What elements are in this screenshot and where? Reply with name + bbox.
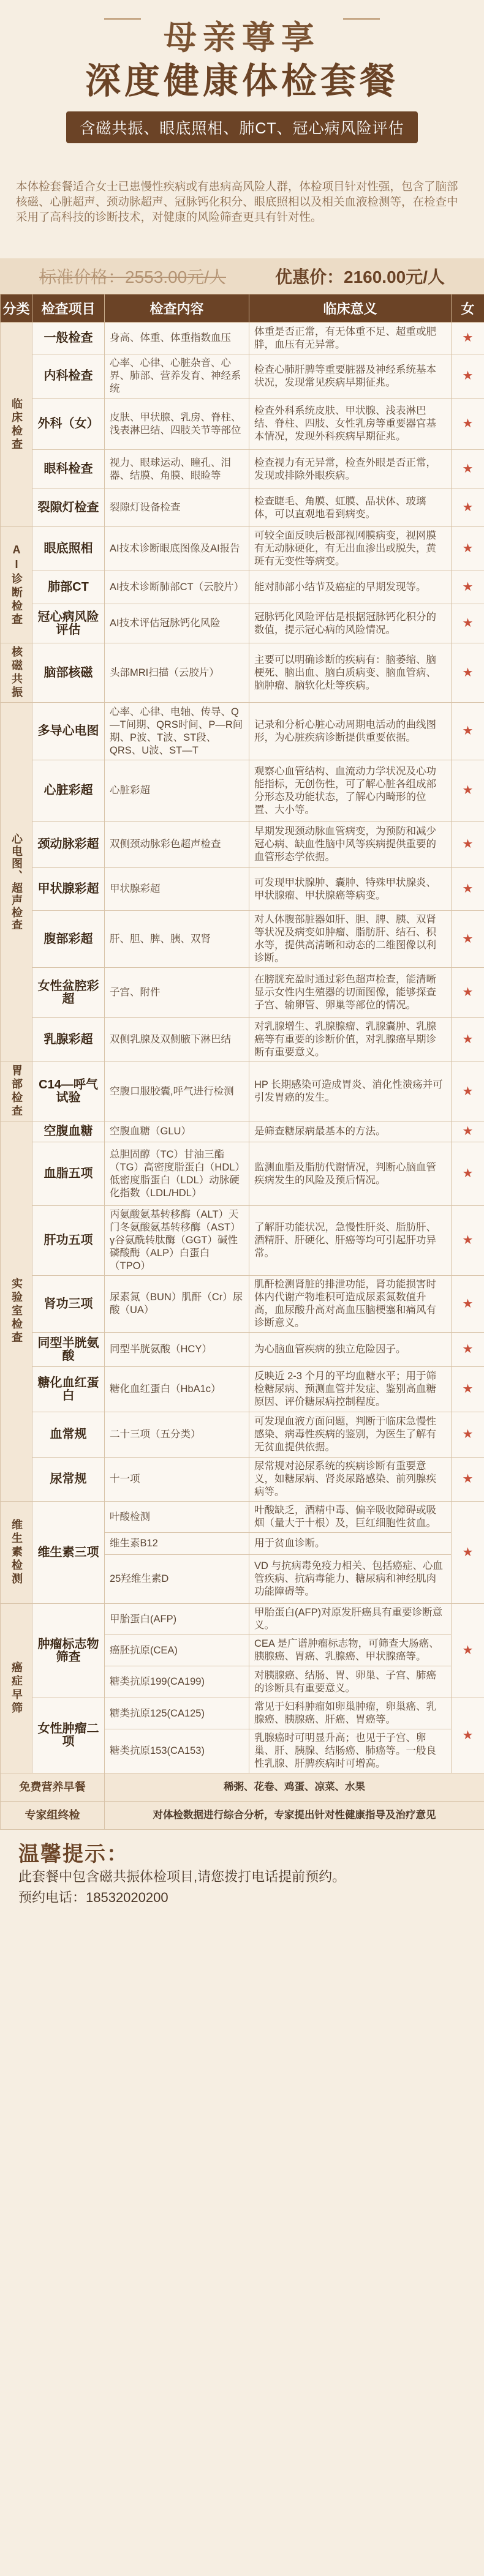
table-row bbox=[1, 354, 484, 399]
item-name: 肝功五项 bbox=[32, 1206, 105, 1276]
star-icon: ★ bbox=[452, 450, 484, 489]
item-name: 眼底照相 bbox=[32, 527, 105, 571]
star-icon: ★ bbox=[452, 489, 484, 527]
table-row bbox=[1, 1142, 484, 1206]
star-icon: ★ bbox=[452, 1333, 484, 1367]
star-icon: ★ bbox=[452, 1206, 484, 1276]
clinical-meaning: 是筛查糖尿病最基本的方法。 bbox=[249, 1121, 452, 1142]
item-content: 皮肤、甲状腺、乳房、脊柱、浅表淋巴结、四肢关节等部位 bbox=[105, 399, 249, 450]
star-icon: ★ bbox=[452, 323, 484, 354]
table-row bbox=[1, 868, 484, 911]
item-name: 女性盆腔彩超 bbox=[32, 968, 105, 1018]
item-content: 空腹血糖（GLU） bbox=[105, 1121, 249, 1142]
title-secondary: 深度健康体检套餐 bbox=[85, 61, 399, 101]
star-icon: ★ bbox=[452, 1604, 484, 1698]
table-row bbox=[1, 1333, 484, 1367]
category-cell: 癌症早筛 bbox=[1, 1604, 32, 1773]
item-name: C14—呼气试验 bbox=[32, 1062, 105, 1121]
clinical-meaning: 甲胎蛋白(AFP)对原发肝癌具有重要诊断意义。 bbox=[249, 1604, 452, 1635]
clinical-meaning: 叶酸缺乏，酒精中毒、偏辛吸收障碍或吸烟（量大于十根）及，巨红细胞性贫血。 bbox=[249, 1502, 452, 1533]
item-name: 血脂五项 bbox=[32, 1142, 105, 1206]
footer-phone: 预约电话：18532020200 bbox=[18, 1890, 168, 1905]
star-icon: ★ bbox=[452, 760, 484, 822]
clinical-meaning: 记录和分析心脏心动周期电活动的曲线图形，为心脏疾病诊断提供重要依据。 bbox=[249, 703, 452, 760]
table-row bbox=[1, 571, 484, 604]
star-icon: ★ bbox=[452, 527, 484, 571]
exam-table bbox=[0, 294, 484, 1830]
star-icon: ★ bbox=[452, 571, 484, 604]
clinical-meaning: 常见于妇科肿瘤如卵巢肿瘤，卵巢癌、乳腺癌、胰腺癌、肝癌、胃癌等。 bbox=[249, 1698, 452, 1729]
original-price: 标准价格：2553.00元/人 bbox=[39, 268, 226, 286]
table-row bbox=[1, 604, 484, 643]
item-content: AI技术评估冠脉钙化风险 bbox=[105, 604, 249, 643]
star-icon: ★ bbox=[452, 1458, 484, 1502]
expert-label: 专家组终检 bbox=[1, 1802, 105, 1830]
table-row bbox=[1, 703, 484, 760]
table-row bbox=[1, 968, 484, 1018]
category-cell: AI诊断检查 bbox=[1, 527, 32, 643]
nutrition-content: 稀粥、花卷、鸡蛋、凉菜、水果 bbox=[105, 1773, 484, 1802]
star-icon: ★ bbox=[452, 1121, 484, 1142]
decor-line-left bbox=[104, 18, 141, 20]
clinical-meaning: 早期发现颈动脉血管病变，为预防和减少冠心病、缺血性脑中风等疾病提供重要的血管形态学依据。 bbox=[249, 822, 452, 868]
table-row bbox=[1, 527, 484, 571]
table-row bbox=[1, 1206, 484, 1276]
item-content: 叶酸检测 bbox=[105, 1502, 249, 1533]
header-female: 女 bbox=[452, 294, 484, 323]
item-name: 尿常规 bbox=[32, 1458, 105, 1502]
item-name: 甲状腺彩超 bbox=[32, 868, 105, 911]
item-name: 脑部核磁 bbox=[32, 643, 105, 703]
table-row bbox=[1, 1458, 484, 1502]
star-icon: ★ bbox=[452, 822, 484, 868]
item-name: 冠心病风险评估 bbox=[32, 604, 105, 643]
item-name: 心脏彩超 bbox=[32, 760, 105, 822]
table-row bbox=[1, 760, 484, 822]
item-content: 维生素B12 bbox=[105, 1533, 249, 1555]
clinical-meaning: 可较全面反映后极部视网膜病变，视网膜有无动脉硬化，有无出血渗出或脱失，黄斑有无变性等病变。 bbox=[249, 527, 452, 571]
star-icon: ★ bbox=[452, 399, 484, 450]
header-content: 检查内容 bbox=[105, 294, 249, 323]
item-content: 甲胎蛋白(AFP) bbox=[105, 1604, 249, 1635]
star-icon: ★ bbox=[452, 911, 484, 968]
clinical-meaning: 检查心肺肝脾等重要脏器及神经系统基本状况，发现常见疾病早期征兆。 bbox=[249, 354, 452, 399]
item-content: 二十三项（五分类） bbox=[105, 1412, 249, 1458]
intro-text: 本体检套餐适合女士已患慢性疾病或有患病高风险人群，体检项目针对性强，包含了脑部核磁、心脏超声、颈动脉超声、冠脉钙化积分、眼底照相以及相关血液检测等，在检查中采用了高科技的诊断技术，对健康的风险筛查更具有针对性。 bbox=[16, 180, 458, 223]
table-row bbox=[1, 1018, 484, 1062]
table-row bbox=[1, 1367, 484, 1412]
star-icon: ★ bbox=[452, 1276, 484, 1333]
clinical-meaning: 主要可以明确诊断的疾病有：脑萎缩、脑梗死、脑出血、脑白质病变、脑血管病、脑肿瘤、脑软化灶等疾病。 bbox=[249, 643, 452, 703]
footer-notice: 此套餐中包含磁共振体检项目,请您拨打电话提前预约。 bbox=[18, 1869, 346, 1884]
header-category: 分类 bbox=[1, 294, 32, 323]
item-name: 外科（女） bbox=[32, 399, 105, 450]
nutrition-label: 免费营养早餐 bbox=[1, 1773, 105, 1802]
item-name: 乳腺彩超 bbox=[32, 1018, 105, 1062]
clinical-meaning: 检查视力有无异常，检查外眼是否正常，发现或排除外眼疾病。 bbox=[249, 450, 452, 489]
item-name: 肺部CT bbox=[32, 571, 105, 604]
item-name: 眼科检查 bbox=[32, 450, 105, 489]
table-row bbox=[1, 450, 484, 489]
item-name: 一般检查 bbox=[32, 323, 105, 354]
star-icon: ★ bbox=[452, 1412, 484, 1458]
footer bbox=[0, 1830, 484, 1908]
item-name: 维生素三项 bbox=[32, 1502, 105, 1604]
clinical-meaning: CEA 是广谱肿瘤标志物，可筛查大肠癌、胰腺癌、胃癌、乳腺癌、甲状腺癌等。 bbox=[249, 1635, 452, 1666]
header bbox=[0, 0, 484, 179]
clinical-meaning: 对人体腹部脏器如肝、胆、脾、胰、双肾等状况及病变如肿瘤、脂肪肝、结石、积水等，提供高清晰和动态的二维图像以利诊断。 bbox=[249, 911, 452, 968]
clinical-meaning: 乳腺癌时可明显升高；也见于子宫、卵巢、肝、胰腺、结肠癌、肺癌等。一般良性乳腺、肝脾疾病时可增高。 bbox=[249, 1729, 452, 1773]
expert-content: 对体检数据进行综合分析，专家提出针对性健康指导及治疗意见 bbox=[105, 1802, 484, 1830]
header-meaning: 临床意义 bbox=[249, 294, 452, 323]
item-name: 颈动脉彩超 bbox=[32, 822, 105, 868]
star-icon: ★ bbox=[452, 703, 484, 760]
clinical-meaning: 检查外科系统皮肤、甲状腺、浅表淋巴结、脊柱、四肢、女性乳房等重要器官基本情况，发现外科疾病早期征兆。 bbox=[249, 399, 452, 450]
item-name: 血常规 bbox=[32, 1412, 105, 1458]
expert-row bbox=[1, 1802, 484, 1830]
clinical-meaning: 可发现血液方面问题，判断于临床急慢性感染、病毒性疾病的鉴别，为医生了解有无贫血提供依据。 bbox=[249, 1412, 452, 1458]
category-cell: 心电图、超声检查 bbox=[1, 703, 32, 1062]
category-cell: 维生素检测 bbox=[1, 1502, 32, 1604]
item-content: 糖类抗原199(CA199) bbox=[105, 1666, 249, 1698]
item-content: 心率、心律、心脏杂音、心界、肺部、营养发育、神经系统 bbox=[105, 354, 249, 399]
clinical-meaning: 用于贫血诊断。 bbox=[249, 1533, 452, 1555]
item-name: 肿瘤标志物筛查 bbox=[32, 1604, 105, 1698]
star-icon: ★ bbox=[452, 1062, 484, 1121]
item-name: 腹部彩超 bbox=[32, 911, 105, 968]
clinical-meaning: 在膀胱充盈时通过彩色超声检查，能清晰显示女性内生殖器的切面图像，能够探查子宫、输卵管、卵巢等部位的情况。 bbox=[249, 968, 452, 1018]
clinical-meaning: 反映近 2-3 个月的平均血糖水平；用于筛检糖尿病、预测血管并发症、鉴别高血糖原因、评价糖尿病控制程度。 bbox=[249, 1367, 452, 1412]
item-content: 身高、体重、体重指数血压 bbox=[105, 323, 249, 354]
item-content: 视力、眼球运动、瞳孔、泪器、结膜、角膜、眼睑等 bbox=[105, 450, 249, 489]
table-row bbox=[1, 643, 484, 703]
clinical-meaning: 冠脉钙化风险评估是根据冠脉钙化积分的数值，提示冠心病的风险情况。 bbox=[249, 604, 452, 643]
footer-title: 温馨提示： bbox=[18, 1843, 129, 1866]
title-primary: 母亲尊享 bbox=[164, 20, 320, 56]
item-content: 癌胚抗原(CEA) bbox=[105, 1635, 249, 1666]
star-icon: ★ bbox=[452, 868, 484, 911]
table-body bbox=[1, 323, 484, 1830]
clinical-meaning: 尿常规对泌尿系统的疾病诊断有重要意义，如糖尿病、肾炎尿路感染、前列腺疾病等。 bbox=[249, 1458, 452, 1502]
item-content: 心脏彩超 bbox=[105, 760, 249, 822]
clinical-meaning: 对胰腺癌、结肠、胃、卵巢、子宫、肺癌的诊断具有重要意义。 bbox=[249, 1666, 452, 1698]
table-row bbox=[1, 1062, 484, 1121]
item-name: 内科检查 bbox=[32, 354, 105, 399]
item-name: 女性肿瘤二项 bbox=[32, 1698, 105, 1773]
item-content: 空腹口服胶囊,呼气进行检测 bbox=[105, 1062, 249, 1121]
item-content: 裂隙灯设备检查 bbox=[105, 489, 249, 527]
item-name: 裂隙灯检查 bbox=[32, 489, 105, 527]
item-content: AI技术诊断肺部CT（云胶片） bbox=[105, 571, 249, 604]
item-content: 糖化血红蛋白（HbA1c） bbox=[105, 1367, 249, 1412]
clinical-meaning: 对乳腺增生、乳腺腺瘤、乳腺囊肿、乳腺癌等有重要的诊断价值，对乳腺癌早期诊断有重要意义。 bbox=[249, 1018, 452, 1062]
item-name: 多导心电图 bbox=[32, 703, 105, 760]
clinical-meaning: 能对肺部小结节及癌症的早期发现等。 bbox=[249, 571, 452, 604]
clinical-meaning: HP 长期感染可造成胃炎、消化性溃疡并可引发胃癌的发生。 bbox=[249, 1062, 452, 1121]
item-content: 十一项 bbox=[105, 1458, 249, 1502]
table-row bbox=[1, 323, 484, 354]
table-row bbox=[1, 1698, 484, 1729]
table-row bbox=[1, 911, 484, 968]
star-icon: ★ bbox=[452, 643, 484, 703]
decor-line-right bbox=[343, 18, 380, 20]
table-row bbox=[1, 1412, 484, 1458]
star-icon: ★ bbox=[452, 1698, 484, 1773]
star-icon: ★ bbox=[452, 1502, 484, 1604]
clinical-meaning: 监测血脂及脂肪代谢情况，判断心脑血管疾病发生的风险及预后情况。 bbox=[249, 1142, 452, 1206]
star-icon: ★ bbox=[452, 354, 484, 399]
discount-price: 优惠价：2160.00元/人 bbox=[275, 268, 445, 286]
star-icon: ★ bbox=[452, 604, 484, 643]
item-name: 空腹血糖 bbox=[32, 1121, 105, 1142]
item-content: 糖类抗原125(CA125) bbox=[105, 1698, 249, 1729]
category-cell: 实验室检查 bbox=[1, 1121, 32, 1502]
item-content: 双侧乳腺及双侧腋下淋巴结 bbox=[105, 1018, 249, 1062]
category-cell: 胃部检查 bbox=[1, 1062, 32, 1121]
subtitle-badge: 含磁共振、眼底照相、肺CT、冠心病风险评估 bbox=[66, 111, 417, 143]
item-content: 头部MRI扫描（云胶片） bbox=[105, 643, 249, 703]
table-row bbox=[1, 399, 484, 450]
nutrition-row bbox=[1, 1773, 484, 1802]
table-row bbox=[1, 1604, 484, 1635]
clinical-meaning: 观察心血管结构、血流动力学状况及心功能指标，无创伤性，可了解心脏各组成部分形态及功能状态，了解心内畸形的位置、大小等。 bbox=[249, 760, 452, 822]
item-content: 丙氨酸氨基转移酶（ALT）天门冬氨酸氨基转移酶（AST）γ谷氨酰转肽酶（GGT）碱性磷酸酶（ALP）白蛋白（TPO） bbox=[105, 1206, 249, 1276]
item-content: 糖类抗原153(CA153) bbox=[105, 1729, 249, 1773]
star-icon: ★ bbox=[452, 1018, 484, 1062]
star-icon: ★ bbox=[452, 1142, 484, 1206]
table-row bbox=[1, 1121, 484, 1142]
item-content: 子宫、附件 bbox=[105, 968, 249, 1018]
item-name: 肾功三项 bbox=[32, 1276, 105, 1333]
price-bar bbox=[0, 258, 484, 294]
clinical-meaning: 了解肝功能状况，急慢性肝炎、脂肪肝、酒精肝、肝硬化、肝癌等均可引起肝功异常。 bbox=[249, 1206, 452, 1276]
item-content: 总胆固醇（TC）甘油三酯（TG）高密度脂蛋白（HDL）低密度脂蛋白（LDL）动脉硬化指数（LDL/HDL） bbox=[105, 1142, 249, 1206]
item-content: 尿素氮（BUN）肌酐（Cr）尿酸（UA） bbox=[105, 1276, 249, 1333]
table-row bbox=[1, 1502, 484, 1533]
table-header-row bbox=[1, 294, 484, 323]
item-name: 同型半胱氨酸 bbox=[32, 1333, 105, 1367]
table-row bbox=[1, 822, 484, 868]
clinical-meaning: 肌酐检测肾脏的排泄功能，肾功能损害时体内代谢产物堆积可造成尿素氮数值升高，血尿酸升高对高血压脑梗塞和痛风有诊断意义。 bbox=[249, 1276, 452, 1333]
clinical-meaning: 体重是否正常，有无体重不足、超重或肥胖，血压有无异常。 bbox=[249, 323, 452, 354]
item-content: 肝、胆、脾、胰、双肾 bbox=[105, 911, 249, 968]
table-row bbox=[1, 1276, 484, 1333]
star-icon: ★ bbox=[452, 1367, 484, 1412]
item-content: 甲状腺彩超 bbox=[105, 868, 249, 911]
item-name: 糖化血红蛋白 bbox=[32, 1367, 105, 1412]
clinical-meaning: 可发现甲状腺肿、囊肿、特殊甲状腺炎、甲状腺瘤、甲状腺癌等病变。 bbox=[249, 868, 452, 911]
clinical-meaning: VD 与抗病毒免疫力相关、包括癌症、心血管疾病、抗病毒能力、糖尿病和神经肌肉功能障碍等。 bbox=[249, 1555, 452, 1604]
item-content: 心率、心律、电轴、传导、Q—T间期、QRS时间、P—R间期、P波、T波、ST段、QRS、U波、ST—T bbox=[105, 703, 249, 760]
table-row bbox=[1, 489, 484, 527]
header-item: 检查项目 bbox=[32, 294, 105, 323]
star-icon: ★ bbox=[452, 968, 484, 1018]
category-cell: 临床检查 bbox=[1, 323, 32, 527]
item-content: 双侧颈动脉彩色超声检查 bbox=[105, 822, 249, 868]
item-content: 同型半胱氨酸（HCY） bbox=[105, 1333, 249, 1367]
item-content: 25羟维生素D bbox=[105, 1555, 249, 1604]
item-content: AI技术诊断眼底图像及AI报告 bbox=[105, 527, 249, 571]
clinical-meaning: 检查睫毛、角膜、虹膜、晶状体、玻璃体，可以直观地看到病变。 bbox=[249, 489, 452, 527]
clinical-meaning: 为心脑血管疾病的独立危险因子。 bbox=[249, 1333, 452, 1367]
category-cell: 核磁共振 bbox=[1, 643, 32, 703]
